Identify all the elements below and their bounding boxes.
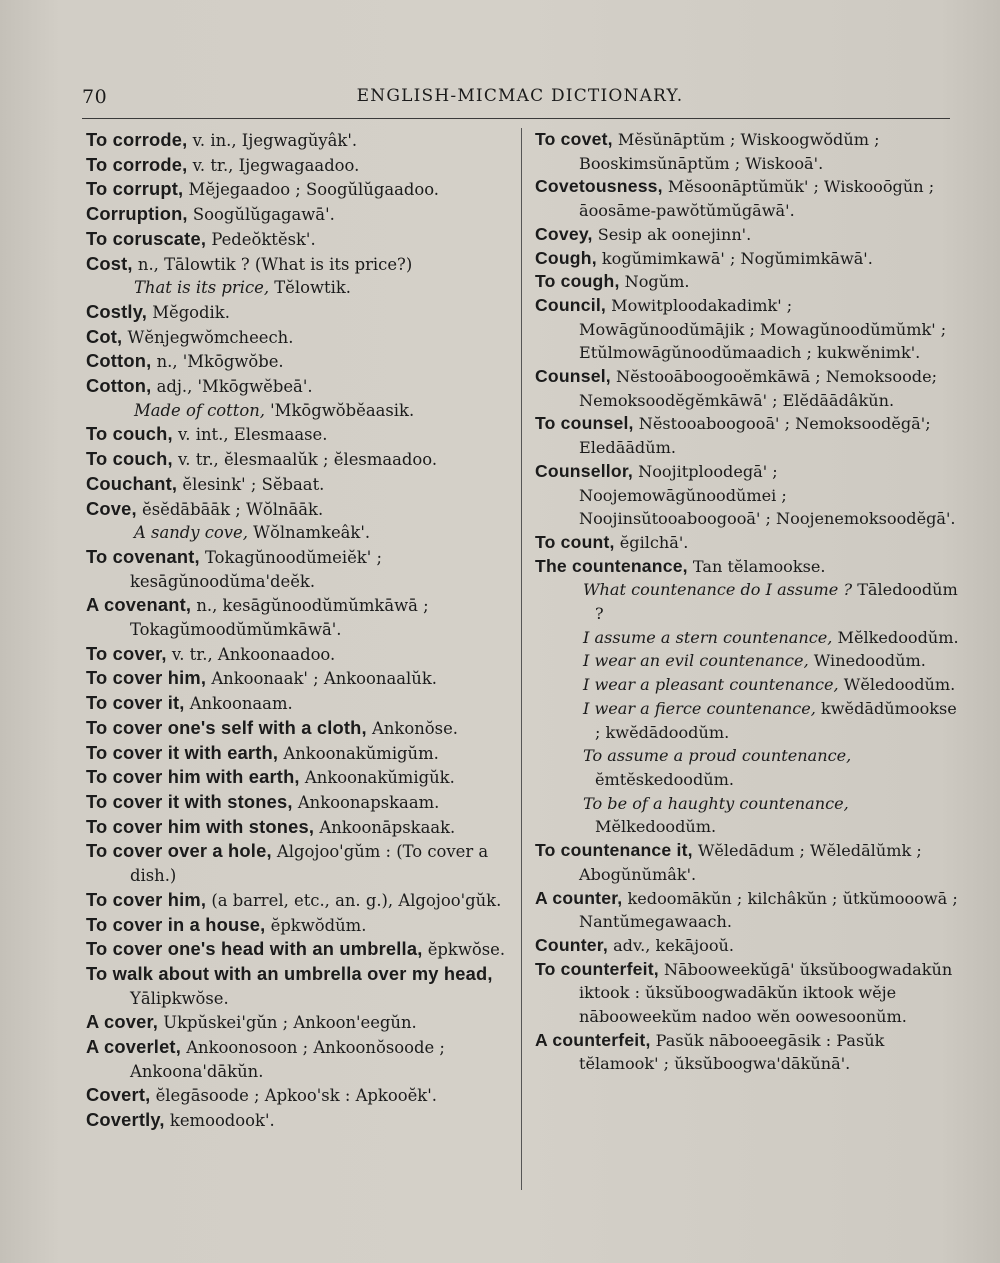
headword: Corruption, xyxy=(86,203,188,225)
definition: Wŏlnamkeâk'. xyxy=(247,523,371,543)
definition: Nogŭm. xyxy=(619,272,690,292)
definition: Ankoonaam. xyxy=(184,694,293,714)
headword: To counterfeit, xyxy=(535,958,659,979)
definition: ĕmtĕskedoodŭm. xyxy=(595,769,735,789)
dictionary-entry xyxy=(86,1108,516,1133)
headword: To corrupt, xyxy=(86,178,184,200)
dictionary-entry xyxy=(535,531,959,555)
dictionary-entry xyxy=(86,422,516,447)
dictionary-entry xyxy=(86,472,516,497)
headword: To countenance it, xyxy=(535,840,693,861)
definition: ĕpkwŏdŭm. xyxy=(265,915,367,935)
headword: To cover him, xyxy=(86,888,207,910)
headword: To cover it with stones, xyxy=(86,790,293,812)
dictionary-entry xyxy=(535,270,959,294)
definition: ĕpkwŏse. xyxy=(422,940,506,960)
definition: Tan tĕlamookse. xyxy=(687,556,826,576)
definition: adj., 'Mkōgwĕbeā'. xyxy=(151,377,313,397)
sub-entry xyxy=(86,521,516,545)
definition: Mĕsŭnāptŭm ; Wiskoogwŏdŭm ; Booskimsŭnāptŭm ; Wiskooā'. xyxy=(579,130,880,173)
definition: v. tr., Ijegwagaadoo. xyxy=(187,155,360,175)
phrase: I wear a fierce countenance, xyxy=(583,698,816,718)
headword: A coverlet, xyxy=(86,1036,181,1058)
definition: Mĕlkedoodŭm. xyxy=(595,817,717,837)
headword: Counsellor, xyxy=(535,460,634,481)
dictionary-entry xyxy=(535,839,959,886)
definition: Ankonŏse. xyxy=(366,718,458,738)
page-number: 70 xyxy=(82,86,108,108)
definition: Pedeŏktĕsk'. xyxy=(206,229,316,249)
headword: A counter, xyxy=(535,887,623,908)
definition: Mĕgodik. xyxy=(147,302,230,322)
dictionary-entry xyxy=(86,716,516,741)
headword: Covetousness, xyxy=(535,176,663,197)
dictionary-entry xyxy=(535,555,959,579)
definition: Pasŭk nābooeegāsik : Pasŭk tĕlamook' ; ŭksŭboogwa'dākŭnā'. xyxy=(579,1030,885,1074)
definition: n., 'Mkōgwŏbe. xyxy=(151,352,284,372)
phrase: A sandy cove, xyxy=(134,523,248,543)
sub-entry xyxy=(535,697,959,744)
dictionary-entry xyxy=(535,934,959,958)
definition: Soogŭlŭgagawā'. xyxy=(187,205,335,225)
definition: Ankoonapskaam. xyxy=(292,792,440,812)
dictionary-entry xyxy=(535,1029,959,1076)
sub-entry xyxy=(535,673,959,697)
definition: Ankoonāpskaak. xyxy=(314,817,456,837)
definition: v. tr., Ankoonaadoo. xyxy=(166,644,336,664)
definition: Nĕstooaboogooā' ; Nemoksoodĕgā'; Eledāādŭm. xyxy=(579,414,931,458)
dictionary-entry xyxy=(535,365,959,412)
definition: ĕgilchā'. xyxy=(614,532,689,552)
dictionary-entry xyxy=(86,325,516,350)
definition: 'Mkōgwŏbĕaasik. xyxy=(264,400,415,420)
definition: Noojitploodegā' ; Noojemowāgŭnoodŭmei ; Noojinsŭtooaboogooā' ; Noojenemoksoodĕgā'. xyxy=(579,461,956,529)
dictionary-entry xyxy=(86,691,516,716)
dictionary-entry xyxy=(86,374,516,399)
dictionary-entry xyxy=(86,815,516,840)
dictionary-entry xyxy=(86,666,516,691)
headword: To couch, xyxy=(86,423,173,445)
definition: Nābooweekŭgā' ŭksŭboogwadakŭn iktook : ŭksŭboogwadākŭn iktook wĕje nābooweekŭm nadoo wĕn oowesoonŭm. xyxy=(579,959,953,1027)
definition: Algojoo'gŭm : (To cover a dish.) xyxy=(130,842,489,886)
phrase: To be of a haughty countenance, xyxy=(583,793,849,813)
definition: kemoodook'. xyxy=(164,1111,275,1131)
definition: Wĕledoodŭm. xyxy=(838,675,956,695)
phrase: Made of cotton, xyxy=(134,400,265,420)
headword: To cover it with earth, xyxy=(86,741,279,763)
dictionary-entry xyxy=(535,175,959,222)
left-column xyxy=(86,128,516,1133)
headword: To cover it, xyxy=(86,692,185,714)
definition: Ankoonakŭmigŭk. xyxy=(299,768,455,788)
headword: To cover over a hole, xyxy=(86,840,272,862)
dictionary-entry xyxy=(535,460,959,531)
headword: Couchant, xyxy=(86,472,178,494)
dictionary-entry xyxy=(86,937,516,962)
headword: To couch, xyxy=(86,448,173,470)
dictionary-entry xyxy=(86,545,516,593)
headword: Covert, xyxy=(86,1084,151,1106)
headword: A covenant, xyxy=(86,594,192,616)
phrase: I wear a pleasant countenance, xyxy=(583,675,839,695)
sub-entry xyxy=(86,276,516,300)
dictionary-entry xyxy=(535,223,959,247)
sub-entry xyxy=(535,744,959,791)
dictionary-entry xyxy=(86,227,516,252)
dictionary-entry xyxy=(86,202,516,227)
definition: kwĕdādŭmookse ; kwĕdādoodŭm. xyxy=(595,698,957,742)
dictionary-entry xyxy=(535,247,959,271)
headword: The countenance, xyxy=(535,555,688,576)
headword: To walk about with an umbrella over my head, xyxy=(86,962,493,984)
definition: ĕlesink' ; Sĕbaat. xyxy=(177,474,325,494)
headword: To covet, xyxy=(535,129,613,149)
headword: To corrode, xyxy=(86,153,188,175)
dictionary-entry xyxy=(86,252,516,277)
dictionary-entry xyxy=(535,958,959,1029)
headword: Cove, xyxy=(86,497,137,519)
headword: To cover him with stones, xyxy=(86,815,315,837)
dictionary-entry xyxy=(86,300,516,325)
dictionary-entry xyxy=(86,497,516,522)
headword: Counter, xyxy=(535,934,608,955)
dictionary-entry xyxy=(86,153,516,178)
definition: Tokagŭnoodŭmeiĕk' ; kesāgŭnoodŭma'deĕk. xyxy=(130,547,382,591)
definition: Nĕstooāboogooĕmkāwā ; Nemoksoode; Nemoksoodĕgĕmkāwā' ; Elĕdāādâkŭn. xyxy=(579,367,938,410)
definition: ĕlegāsoode ; Apkoo'sk : Apkooĕk'. xyxy=(150,1086,437,1106)
headword: To cover him with earth, xyxy=(86,766,300,788)
dictionary-entry xyxy=(86,1083,516,1108)
headword: Cotton, xyxy=(86,375,152,397)
definition: Yālipkwŏse. xyxy=(130,988,229,1008)
dictionary-entry xyxy=(86,349,516,374)
definition: adv., kekājooŭ. xyxy=(607,935,734,955)
headword: Counsel, xyxy=(535,366,611,387)
definition: Mowitploodakadimk' ; Mowāgŭnoodŭmājik ; Mowagŭnoodŭmŭmk' ; Etŭlmowāgŭnoodŭmaadich ; kukwĕnimk'. xyxy=(579,295,947,363)
headword: Cotton, xyxy=(86,350,152,372)
headword: To cover one's head with an umbrella, xyxy=(86,938,423,960)
headword: To cover, xyxy=(86,642,167,664)
definition: Tĕlowtik. xyxy=(269,278,351,298)
headword: Covey, xyxy=(535,223,593,244)
definition: Wĕledādum ; Wĕledālŭmk ; Abogŭnŭmâk'. xyxy=(579,841,922,884)
headword: Council, xyxy=(535,294,606,315)
dictionary-entry xyxy=(86,741,516,766)
phrase: What countenance do I assume ? xyxy=(583,580,853,600)
headword: Covertly, xyxy=(86,1109,165,1131)
phrase: I wear an evil countenance, xyxy=(583,651,809,671)
running-head-title: ENGLISH-MICMAC DICTIONARY. xyxy=(356,86,684,106)
definition: Sesip ak oonejinn'. xyxy=(592,224,752,244)
dictionary-entry xyxy=(86,593,516,641)
sub-entry xyxy=(86,399,516,423)
headword: Cot, xyxy=(86,325,123,347)
headword: Cost, xyxy=(86,252,133,274)
column-divider xyxy=(521,128,522,1190)
definition: ĕsĕdābāāk ; Wŏlnāāk. xyxy=(136,499,324,519)
headword: To covenant, xyxy=(86,545,200,567)
definition: Ankoonaak' ; Ankoonaalŭk. xyxy=(206,669,437,689)
headword: To cover one's self with a cloth, xyxy=(86,716,367,738)
headword: To cover him, xyxy=(86,667,207,689)
headword: To coruscate, xyxy=(86,227,207,249)
definition: Tāledoodŭm ? xyxy=(595,580,958,624)
headword: To count, xyxy=(535,531,615,552)
header-rule xyxy=(82,118,950,119)
dictionary-entry xyxy=(535,294,959,365)
dictionary-entry xyxy=(86,913,516,938)
dictionary-entry xyxy=(535,412,959,459)
phrase: To assume a proud countenance, xyxy=(583,746,852,766)
definition: kogŭmimkawā' ; Nogŭmimkāwā'. xyxy=(596,248,873,268)
dictionary-entry xyxy=(86,790,516,815)
dictionary-entry xyxy=(86,1010,516,1035)
headword: To counsel, xyxy=(535,413,634,434)
definition: (a barrel, etc., an. g.), Algojoo'gŭk. xyxy=(206,890,502,910)
headword: Costly, xyxy=(86,300,147,322)
headword: To corrode, xyxy=(86,129,188,150)
definition: Mĕjegaadoo ; Soogŭlŭgaadoo. xyxy=(183,180,440,200)
definition: v. tr., ĕlesmaalŭk ; ĕlesmaadoo. xyxy=(172,450,438,470)
definition: Ukpŭskei'gŭn ; Ankoon'eegŭn. xyxy=(158,1013,417,1033)
dictionary-entry xyxy=(535,887,959,934)
dictionary-entry xyxy=(86,839,516,887)
dictionary-entry xyxy=(86,1035,516,1083)
definition: n., Tālowtik ? (What is its price?) xyxy=(132,254,413,274)
definition: kedoomākŭn ; kilchâkŭn ; ŭtkŭmooowā ; Nantŭmegawaach. xyxy=(579,888,958,932)
definition: Wĕnjegwŏmcheech. xyxy=(122,327,294,347)
dictionary-entry xyxy=(86,765,516,790)
sub-entry xyxy=(535,792,959,839)
headword: To cover in a house, xyxy=(86,913,266,935)
definition: v. int., Elesmaase. xyxy=(172,425,328,445)
definition: Mĕsoonāptŭmŭk' ; Wiskooōgŭn ; āoosāme-pawŏtŭmŭgāwā'. xyxy=(579,177,935,221)
definition: n., kesāgŭnoodŭmŭmkāwā ; Tokagŭmoodŭmŭmkāwā'. xyxy=(130,596,429,640)
dictionary-entry xyxy=(86,962,516,1010)
phrase: I assume a stern countenance, xyxy=(583,627,833,647)
headword: To cough, xyxy=(535,271,620,292)
sub-entry xyxy=(535,578,959,625)
definition: Ankoonakŭmigŭm. xyxy=(278,743,439,763)
definition: Mĕlkedoodŭm. xyxy=(832,627,959,647)
sub-entry xyxy=(535,649,959,673)
definition: Ankoonosoon ; Ankoonŏsoode ; Ankoona'dākŭn. xyxy=(130,1038,445,1081)
dictionary-entry xyxy=(535,128,959,175)
headword: A counterfeit, xyxy=(535,1029,651,1050)
phrase: That is its price, xyxy=(134,278,270,298)
headword: Cough, xyxy=(535,247,597,268)
dictionary-entry xyxy=(86,447,516,472)
definition: Winedoodŭm. xyxy=(808,651,926,671)
dictionary-entry xyxy=(86,177,516,202)
headword: A cover, xyxy=(86,1011,159,1033)
dictionary-entry xyxy=(86,888,516,913)
dictionary-entry xyxy=(86,642,516,667)
dictionary-entry xyxy=(86,128,516,153)
sub-entry xyxy=(535,626,959,650)
right-column xyxy=(535,128,959,1076)
definition: v. in., Ijegwagŭyâk'. xyxy=(187,131,358,150)
